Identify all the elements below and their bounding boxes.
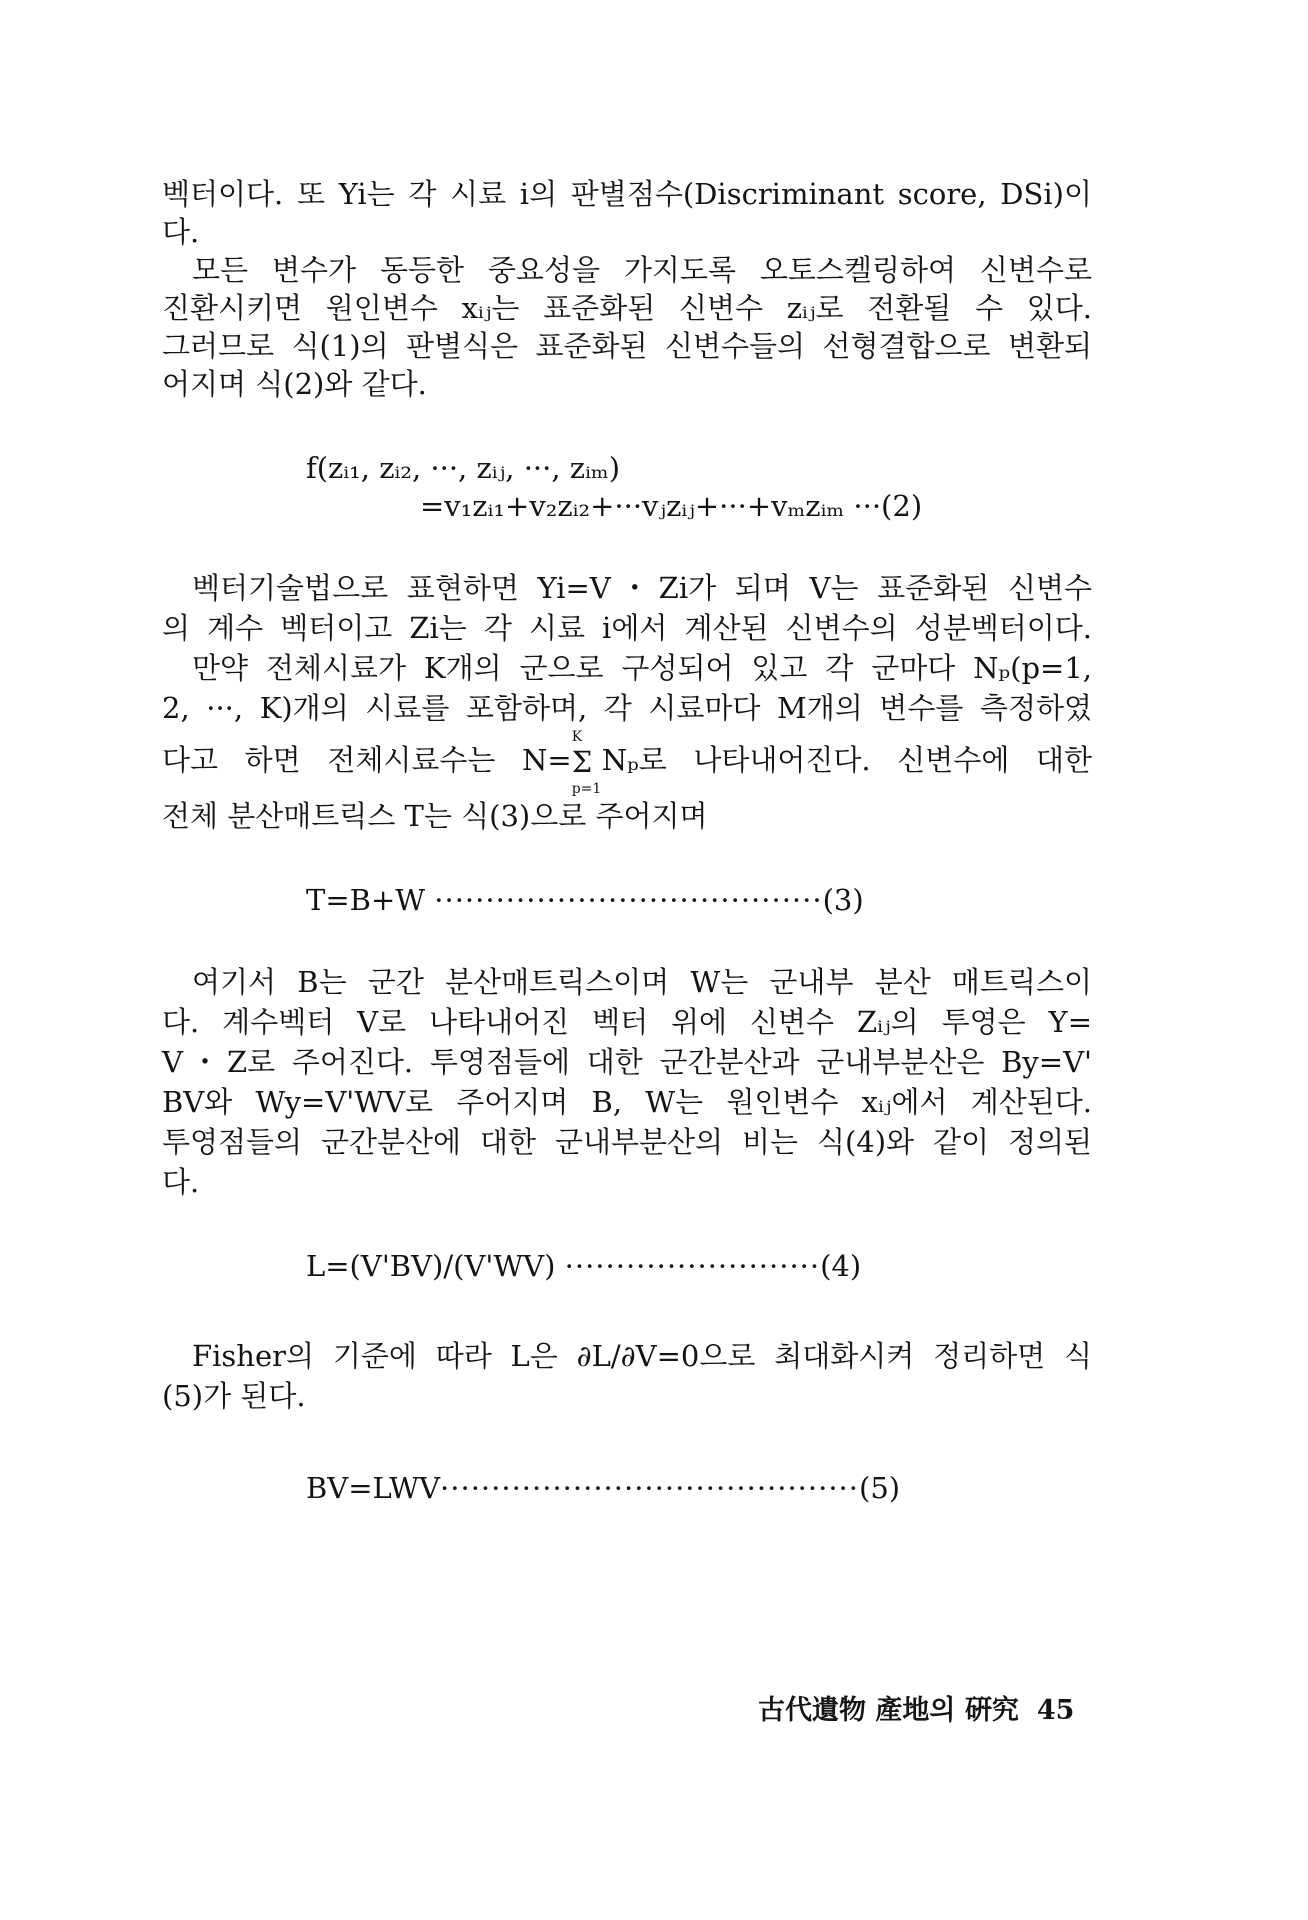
equation-5	[306, 1468, 900, 1508]
p4-line-4: 전체 분산매트릭스 T는 식(3)으로 주어지며	[162, 799, 708, 833]
equation-5-leader: ·········································	[440, 1471, 859, 1505]
summation-lower-limit: p=1	[571, 781, 602, 797]
equation-5-lhs: BV=LWV	[306, 1471, 441, 1505]
p2-line-2: 진환시키면 원인변수 xᵢⱼ는 표준화된 신변수 zᵢⱼ로 전환될 수 있다.	[162, 291, 1092, 325]
p2-line-3: 그러므로 식(1)의 판별식은 표준화된 신변수들의 선형결합으로 변환되	[162, 329, 1092, 363]
running-title: 古代遺物 產地의 硏究	[758, 1695, 1019, 1726]
equation-3	[306, 880, 864, 920]
p4-line-3-before: 다고 하면 전체시료수는 N=	[162, 743, 572, 777]
equation-5-number: (5)	[859, 1471, 901, 1505]
p4-line-3-after: Nₚ로 나타내어진다. 신변수에 대한	[601, 743, 1092, 777]
equation-2-line-2: =v₁zᵢ₁+v₂zᵢ₂+···vⱼzᵢⱼ+···+vₘzᵢₘ ···(2)	[420, 489, 923, 523]
equation-4-lhs: L=(V'BV)/(V'WV)	[306, 1249, 556, 1283]
p3-line-1: 벡터기술법으로 표현하면 Yi=V・Zi가 되며 V는 표준화된 신변수	[192, 571, 1092, 605]
p5-line-5: 투영점들의 군간분산에 대한 군내부분산의 비는 식(4)와 같이 정의된	[162, 1125, 1092, 1159]
p1-line-1: 벡터이다. 또 Yi는 각 시료 i의 판별점수(Discriminant score, DSi)이	[162, 177, 1092, 211]
p4-line-3	[162, 729, 1092, 797]
equation-4-leader: ·························	[564, 1249, 821, 1283]
page-number: 45	[1036, 1695, 1075, 1726]
equation-4	[306, 1246, 861, 1286]
running-footer	[758, 1688, 1074, 1727]
p6-line-2: (5)가 된다.	[162, 1379, 306, 1413]
equation-3-lhs: T=B+W	[306, 883, 426, 917]
p5-line-6: 다.	[162, 1165, 200, 1199]
p5-line-4: BV와 Wy=V'WV로 주어지며 B, W는 원인변수 xᵢⱼ에서 계산된다.	[162, 1085, 1092, 1119]
equation-3-leader: ······································	[434, 883, 823, 917]
p2-line-4: 어지며 식(2)와 같다.	[162, 367, 427, 401]
p6-line-1: Fisher의 기준에 따라 L은 ∂L/∂V=0으로 최대화시켜 정리하면 식	[192, 1339, 1092, 1373]
p5-line-1: 여기서 B는 군간 분산매트릭스이며 W는 군내부 분산 매트릭스이	[192, 965, 1092, 999]
p4-line-2: 2, ···, K)개의 시료를 포함하며, 각 시료마다 M개의 변수를 측정하였	[162, 691, 1092, 725]
p5-line-3: V・Z로 주어진다. 투영점들에 대한 군간분산과 군내부분산은 By=V'	[162, 1045, 1092, 1079]
equation-4-number: (4)	[820, 1249, 862, 1283]
p1-line-2: 다.	[162, 215, 200, 249]
summation-upper-limit: K	[571, 729, 583, 745]
equation-3-number: (3)	[822, 883, 864, 917]
p2-line-1: 모든 변수가 동등한 중요성을 가지도록 오토스켈링하여 신변수로	[192, 253, 1092, 287]
equation-2-line-1: f(zᵢ₁, zᵢ₂, ···, zᵢⱼ, ···, zᵢₘ)	[306, 451, 621, 485]
summation-symbol	[571, 729, 602, 797]
p3-line-2: 의 계수 벡터이고 Zi는 각 시료 i에서 계산된 신변수의 성분벡터이다.	[162, 611, 1092, 645]
summation-sign: Σ	[571, 745, 593, 779]
p4-line-1: 만약 전체시료가 K개의 군으로 구성되어 있고 각 군마다 Nₚ(p=1,	[192, 651, 1092, 685]
p5-line-2: 다. 계수벡터 V로 나타내어진 벡터 위에 신변수 Zᵢⱼ의 투영은 Y=	[162, 1005, 1092, 1039]
